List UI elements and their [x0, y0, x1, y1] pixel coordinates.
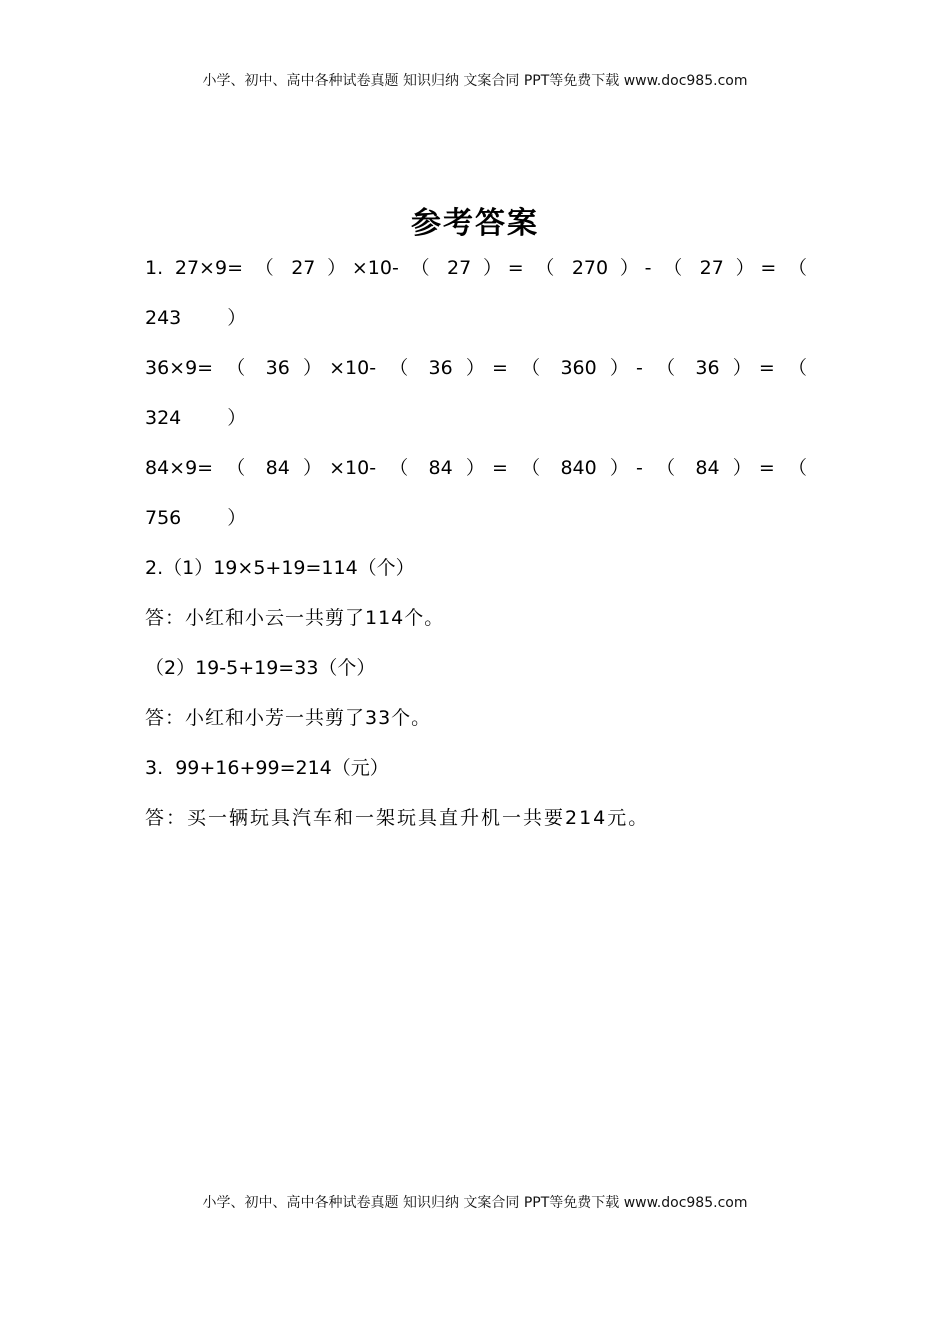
answer-line-4: 324 ） [145, 407, 247, 429]
answer-line-1: 1. 27×9= （ 27 ）×10- （ 27 ）= （ 270 ）- （ 27 ）= （ [145, 257, 807, 279]
page-footer: 小学、初中、高中各种试卷真题 知识归纳 文案合同 PPT等免费下载 www.doc985.com [202, 1195, 748, 1211]
answer-line-6: 756 ） [145, 507, 247, 529]
answer-line-5: 84×9= （ 84 ）×10- （ 84 ）= （ 840 ）- （ 84 ）= （ [145, 457, 807, 479]
answer-line-12: 答：买一辆玩具汽车和一架玩具直升机一共要214元。 [145, 807, 650, 829]
answer-line-8: 答：小红和小云一共剪了114个。 [145, 607, 445, 629]
answer-line-2: 243 ） [145, 307, 247, 329]
answer-line-9: （2）19-5+19=33（个） [145, 657, 376, 679]
page-header: 小学、初中、高中各种试卷真题 知识归纳 文案合同 PPT等免费下载 www.doc985.com [202, 73, 748, 89]
answer-line-10: 答：小红和小芳一共剪了33个。 [145, 707, 432, 729]
page-title: 参考答案 [411, 206, 539, 241]
answer-line-7: 2.（1）19×5+19=114（个） [145, 557, 415, 579]
answer-line-3: 36×9= （ 36 ）×10- （ 36 ）= （ 360 ）- （ 36 ）= （ [145, 357, 807, 379]
answer-line-11: 3. 99+16+99=214（元） [145, 757, 389, 779]
